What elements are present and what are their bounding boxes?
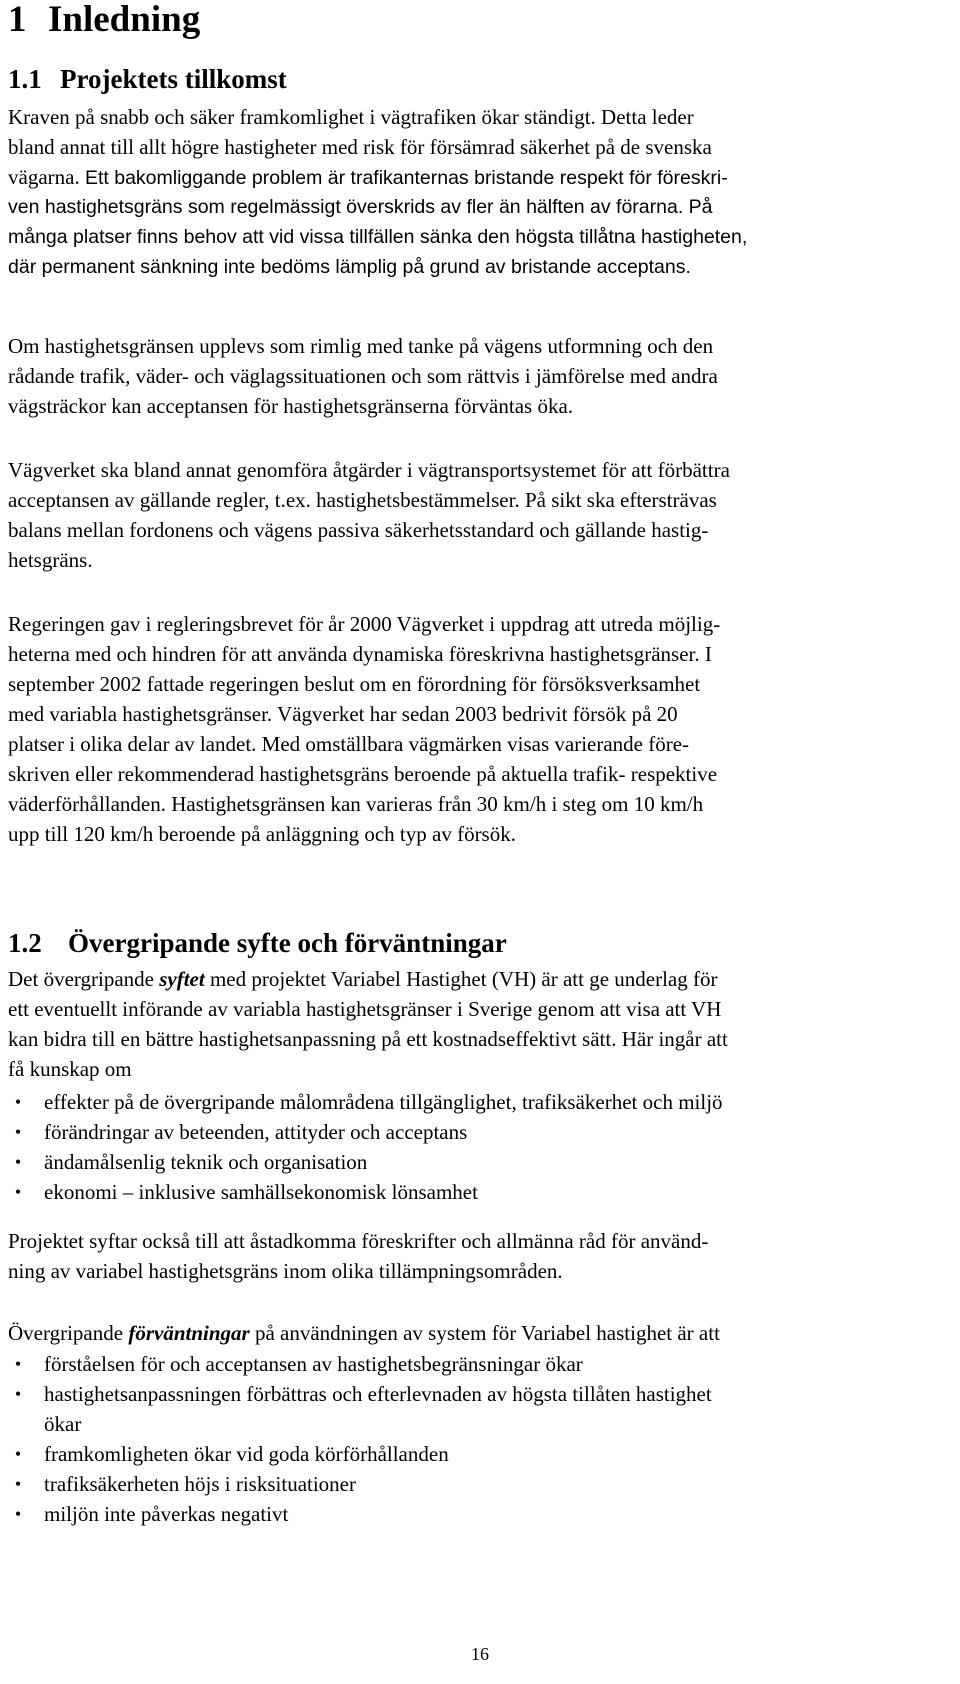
text-line: skriven eller rekommenderad hastighetsgräns beroende på aktuella trafik- respektive [8,762,718,786]
page-number: 16 [471,1644,489,1664]
bullet-icon: • [14,1092,22,1112]
bullet-icon: • [14,1504,22,1524]
list-item [8,1147,952,1177]
text-span: Det övergripande [8,967,160,991]
section-number: 1.1 [8,64,42,94]
text-line: ning av variabel hastighetsgräns inom olika tillämpningsområden. [8,1259,563,1283]
text-line [8,964,952,994]
text-line [8,1318,952,1348]
text-line: Regeringen gav i regleringsbrevet för år 2000 Vägverket i uppdrag att utreda möjlig- [8,612,721,636]
chapter-title: Inledning [48,0,201,40]
chapter-heading [8,0,200,42]
list-item [8,1439,952,1469]
paragraph-foreskrifter [8,1226,952,1286]
paragraph-regeringen [8,609,952,849]
text-line: ett eventuellt införande av variabla hastighetsgränser i Sverige genom att visa att VH [8,997,722,1021]
list-item-text: förändringar av beteenden, attityder och acceptans [44,1120,468,1144]
list-item-text: ekonomi – inklusive samhällsekonomisk lönsamhet [44,1180,478,1204]
list-item [8,1117,952,1147]
text-span: på användningen av system för Variabel hastighet är att [249,1321,720,1345]
paragraph-intro [8,102,952,282]
text-line: heterna med och hindren för att använda dynamiska föreskrivna hastighetsgränser. I [8,642,712,666]
text-line: Vägverket ska bland annat genomföra åtgärder i vägtransportsystemet för att förbättra [8,458,730,482]
section-title: Projektets tillkomst [60,64,287,94]
text-line: platser i olika delar av landet. Med omställbara vägmärken visas varierande före- [8,732,690,756]
bullet-icon: • [14,1182,22,1202]
section-heading-1-1 [8,62,287,96]
emphasis-forvantningar: förväntningar [128,1321,250,1345]
text-line: hetsgräns. [8,548,93,572]
paragraph-syfte [8,964,952,1084]
paragraph-vagverket [8,455,952,575]
text-line: september 2002 fattade regeringen beslut om en förordning för försöksverksamhet [8,672,701,696]
text-line: acceptansen av gällande regler, t.ex. hastighetsbestämmelser. På sikt ska eftersträvas [8,488,717,512]
text-span-sans: Ett bakomliggande problem är trafikanternas bristande respekt för föreskri- [84,167,728,189]
text-line: balans mellan fordonens och vägens passiva säkerhetsstandard och gällande hastig- [8,518,709,542]
bullet-icon: • [14,1122,22,1142]
list-item [8,1177,952,1207]
bullet-list-forvantningar [8,1349,952,1529]
text-line: ven hastighetsgräns som regelmässigt överskrids av fler än hälften av förarna. På [8,196,713,218]
bullet-icon: • [14,1354,22,1374]
bullet-list-kunskap [8,1087,952,1207]
text-line: rådande trafik, väder- och väglagssituationen och som rättvis i jämförelse med andra [8,364,718,388]
list-item-text: förståelsen för och acceptansen av hastighetsbegränsningar ökar [44,1352,583,1376]
text-line: där permanent sänkning inte bedöms lämplig på grund av bristande acceptans. [8,256,691,278]
list-item [8,1469,952,1499]
chapter-number: 1 [8,0,27,40]
list-item [8,1087,952,1117]
section-number: 1.2 [8,928,42,958]
paragraph-acceptance [8,331,952,421]
list-item-text: ändamålsenlig teknik och organisation [44,1150,368,1174]
text-line: med variabla hastighetsgränser. Vägverket har sedan 2003 bedrivit försök på 20 [8,702,678,726]
list-item-text: trafiksäkerheten höjs i risksituationer [44,1472,356,1496]
text-line: många platser finns behov att vid vissa tillfällen sänka den högsta tillåtna hastigheten, [8,226,748,248]
list-item [8,1349,952,1379]
list-item-text: framkomligheten ökar vid goda körförhållanden [44,1442,449,1466]
text-line: Projektet syftar också till att åstadkomma föreskrifter och allmänna råd för använd- [8,1229,709,1253]
text-line: upp till 120 km/h beroende på anläggning och typ av försök. [8,822,516,846]
text-line: vägsträckor kan acceptansen för hastighetsgränserna förväntas öka. [8,394,574,418]
text-span: vägarna. [8,165,85,189]
list-item-text: effekter på de övergripande målområdena tillgänglighet, trafiksäkerhet och miljö [44,1090,723,1114]
paragraph-forvantningar [8,1318,952,1348]
bullet-icon: • [14,1474,22,1494]
section-heading-1-2 [8,926,507,960]
text-line [8,162,952,192]
section-title: Övergripande syfte och förväntningar [68,928,507,958]
text-line: väderförhållanden. Hastighetsgränsen kan varieras från 30 km/h i steg om 10 km/h [8,792,704,816]
list-item [8,1379,952,1439]
text-line: Kraven på snabb och säker framkomlighet i vägtrafiken ökar ständigt. Detta leder [8,105,694,129]
emphasis-syftet: syftet [159,967,205,991]
list-item-text: hastighetsanpassningen förbättras och efterlevnaden av högsta tillåten hastighet [44,1382,712,1406]
list-item-text: miljön inte påverkas negativt [44,1502,289,1526]
text-span: Övergripande [8,1321,129,1345]
list-item-text-cont: ökar [44,1412,82,1436]
text-line: få kunskap om [8,1057,132,1081]
text-span: med projektet Variabel Hastighet (VH) är att ge underlag för [204,967,718,991]
bullet-icon: • [14,1444,22,1464]
bullet-icon: • [14,1152,22,1172]
bullet-icon: • [14,1384,22,1404]
list-item [8,1499,952,1529]
text-line: bland annat till allt högre hastigheter med risk för försämrad säkerhet på de svenska [8,135,712,159]
text-line: kan bidra till en bättre hastighetsanpassning på ett kostnadseffektivt sätt. Här ingår att [8,1027,728,1051]
text-line: Om hastighetsgränsen upplevs som rimlig med tanke på vägens utformning och den [8,334,714,358]
